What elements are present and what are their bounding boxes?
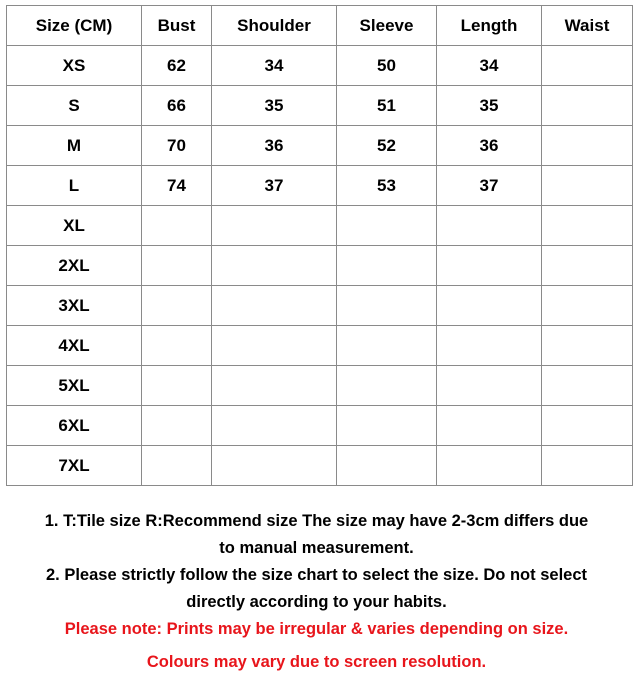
cell-bust: [142, 286, 212, 326]
cell-bust: 66: [142, 86, 212, 126]
cell-waist: [542, 326, 633, 366]
cell-size: M: [7, 126, 142, 166]
cell-waist: [542, 366, 633, 406]
cell-size: XL: [7, 206, 142, 246]
cell-size: 5XL: [7, 366, 142, 406]
cell-sleeve: [337, 206, 437, 246]
size-chart-table: [6, 5, 633, 486]
table-row: [7, 86, 633, 126]
warning-colours: Colours may vary due to screen resolution.: [146, 653, 487, 671]
table-row: [7, 406, 633, 446]
cell-length: [437, 446, 542, 486]
cell-shoulder: [212, 286, 337, 326]
cell-sleeve: [337, 326, 437, 366]
cell-bust: [142, 246, 212, 286]
cell-waist: [542, 206, 633, 246]
cell-bust: [142, 206, 212, 246]
cell-sleeve: 51: [337, 86, 437, 126]
cell-waist: [542, 46, 633, 86]
cell-size: 3XL: [7, 286, 142, 326]
cell-shoulder: [212, 446, 337, 486]
cell-sleeve: 50: [337, 46, 437, 86]
cell-sleeve: [337, 366, 437, 406]
cell-shoulder: 34: [212, 46, 337, 86]
cell-sleeve: 53: [337, 166, 437, 206]
table-row: [7, 446, 633, 486]
note-2-line-1: 2. Please strictly follow the size chart to select the size. Do not select: [45, 566, 587, 584]
cell-bust: [142, 406, 212, 446]
cell-size: S: [7, 86, 142, 126]
cell-length: 35: [437, 86, 542, 126]
cell-size: 6XL: [7, 406, 142, 446]
table-row: [7, 46, 633, 86]
warning-prints: Please note: Prints may be irregular & varies depending on size.: [64, 620, 569, 638]
cell-sleeve: [337, 286, 437, 326]
cell-bust: 74: [142, 166, 212, 206]
cell-waist: [542, 446, 633, 486]
cell-size: L: [7, 166, 142, 206]
header-size: Size (CM): [7, 6, 142, 46]
header-length: Length: [437, 6, 542, 46]
cell-sleeve: [337, 446, 437, 486]
cell-sleeve: [337, 406, 437, 446]
cell-shoulder: 35: [212, 86, 337, 126]
table-row: [7, 326, 633, 366]
cell-waist: [542, 126, 633, 166]
cell-shoulder: [212, 326, 337, 366]
cell-waist: [542, 86, 633, 126]
cell-shoulder: [212, 206, 337, 246]
cell-shoulder: [212, 406, 337, 446]
cell-bust: [142, 326, 212, 366]
table-row: [7, 206, 633, 246]
table-row: [7, 166, 633, 206]
cell-bust: 70: [142, 126, 212, 166]
cell-waist: [542, 406, 633, 446]
cell-length: [437, 406, 542, 446]
cell-shoulder: [212, 246, 337, 286]
table-row: [7, 286, 633, 326]
cell-sleeve: 52: [337, 126, 437, 166]
cell-length: [437, 366, 542, 406]
table-body: [7, 46, 633, 486]
cell-bust: 62: [142, 46, 212, 86]
notes-section: [0, 508, 633, 676]
cell-length: 36: [437, 126, 542, 166]
header-waist: Waist: [542, 6, 633, 46]
cell-waist: [542, 286, 633, 326]
note-1-line-2: to manual measurement.: [219, 539, 414, 557]
cell-waist: [542, 246, 633, 286]
table-row: [7, 246, 633, 286]
cell-length: [437, 286, 542, 326]
cell-bust: [142, 366, 212, 406]
note-2-line-2: directly according to your habits.: [186, 593, 447, 611]
cell-shoulder: [212, 366, 337, 406]
header-shoulder: Shoulder: [212, 6, 337, 46]
cell-length: [437, 206, 542, 246]
cell-waist: [542, 166, 633, 206]
cell-length: [437, 246, 542, 286]
table-row: [7, 126, 633, 166]
note-1-line-1: 1. T:Tile size R:Recommend size The size may have 2-3cm differs due: [44, 512, 589, 530]
header-bust: Bust: [142, 6, 212, 46]
cell-length: 37: [437, 166, 542, 206]
header-sleeve: Sleeve: [337, 6, 437, 46]
cell-size: 2XL: [7, 246, 142, 286]
cell-size: 7XL: [7, 446, 142, 486]
cell-length: [437, 326, 542, 366]
cell-size: 4XL: [7, 326, 142, 366]
header-row: [7, 6, 633, 46]
cell-shoulder: 36: [212, 126, 337, 166]
cell-sleeve: [337, 246, 437, 286]
table-row: [7, 366, 633, 406]
cell-length: 34: [437, 46, 542, 86]
cell-bust: [142, 446, 212, 486]
cell-size: XS: [7, 46, 142, 86]
cell-shoulder: 37: [212, 166, 337, 206]
